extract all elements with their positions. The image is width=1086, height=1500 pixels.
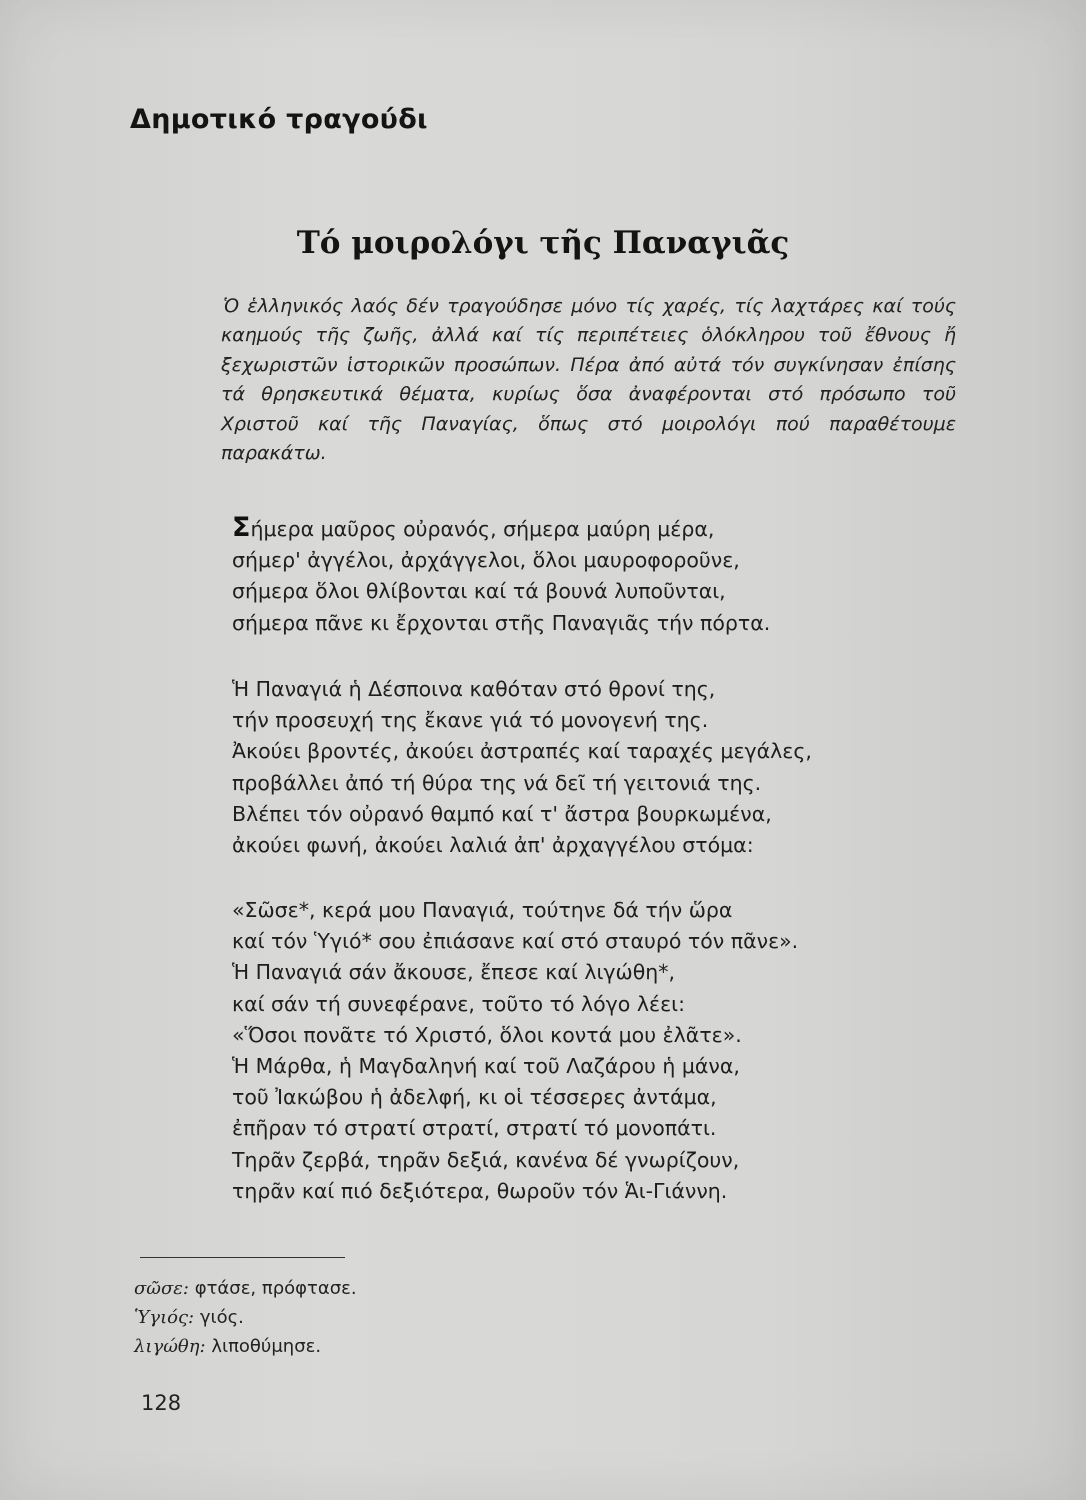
- verse-line: Βλέπει τόν οὐρανό θαμπό καί τ' ἄστρα βουρκωμένα,: [232, 801, 772, 826]
- verse-line: «Σῶσε*, κερά μου Παναγιά, τούτηνε δά τήν ὥρα: [232, 898, 733, 922]
- verse-line: τηρᾶν καί πιό δεξιότερα, θωροῦν τόν Ἁι-Γιάννη.: [232, 1178, 728, 1203]
- footnote-term: σῶσε:: [134, 1278, 189, 1299]
- verse-line: καί τόν Ὑγιό* σου ἐπιάσανε καί στό σταυρό τόν πᾶνε».: [232, 929, 799, 954]
- page-number: 128: [141, 1391, 182, 1415]
- verse-line: Τηρᾶν ζερβά, τηρᾶν δεξιά, κανένα δέ γνωρίζουν,: [232, 1147, 740, 1172]
- footnote-definition: γιός.: [199, 1307, 244, 1328]
- verse-line: σήμερα πᾶνε κι ἔρχονται στῆς Παναγιᾶς τήν πόρτα.: [232, 610, 771, 635]
- verse-line: «Ὅσοι πονᾶτε τό Χριστό, ὅλοι κοντά μου ἐλᾶτε».: [232, 1022, 742, 1047]
- poem-title: Τό μοιρολόγι τῆς Παναγιᾶς: [296, 225, 790, 261]
- verse-line: Ἡ Παναγιά ἡ Δέσποινα καθόταν στό θρονί της,: [232, 677, 716, 701]
- verse-line: ἀκούει φωνή, ἀκούει λαλιά ἀπ' ἀρχαγγέλου στόμα:: [232, 833, 754, 858]
- section-title: Δημοτικό τραγούδι: [130, 104, 428, 135]
- footnote: [134, 1274, 357, 1303]
- verse-line: Ἡ Μάρθα, ἡ Μαγδαληνή καί τοῦ Λαζάρου ἡ μάνα,: [232, 1054, 740, 1079]
- footnote: [134, 1332, 357, 1361]
- footnote-divider: [140, 1257, 345, 1258]
- verse-line: τήν προσευχή της ἔκανε γιά τό μονογενή της.: [232, 708, 709, 733]
- footnote: [134, 1303, 357, 1332]
- poem-introduction: Ὁ ἑλληνικός λαός δέν τραγούδησε μόνο τίς χαρές, τίς λαχτάρες καί τούς καημούς τῆς ζωῆς, ἀλλά καί τίς περιπέτειες ὁλόκληρου τοῦ ἔθνους ἤ ξεχωριστῶν ἱστορικῶν προσώπων. Πέρα ἀπό αὐτά τόν συγκίνησαν ἐπίσης τά θρησκευτικά θέματα, κυρίως ὅσα ἀναφέρονται στό πρόσωπο τοῦ Χριστοῦ καί τῆς Παναγίας, ὅπως στό μοιρολόγι πού παραθέτουμε παρακάτω.: [221, 295, 956, 465]
- verse-line: προβάλλει ἀπό τή θύρα της νά δεῖ τή γειτονιά της.: [232, 770, 762, 795]
- stanza-1: [232, 512, 770, 639]
- footnote-definition: λιποθύμησε.: [211, 1336, 322, 1357]
- stanza-2: [232, 674, 812, 861]
- footnote-term: λιγώθη:: [134, 1336, 206, 1357]
- verse-line: σήμερ' ἀγγέλοι, ἀρχάγγελοι, ὅλοι μαυροφοροῦνε,: [232, 548, 740, 573]
- verse-line: καί σάν τή συνεφέρανε, τοῦτο τό λόγο λέει:: [232, 991, 686, 1016]
- verse-line: Ἡ Παναγιά σάν ἄκουσε, ἔπεσε καί λιγώθη*,: [232, 960, 676, 985]
- verse-line: τοῦ Ἰακώβου ἡ ἀδελφή, κι οἱ τέσσερες ἀντάμα,: [232, 1085, 717, 1110]
- verse-line: Ἀκούει βροντές, ἀκούει ἀστραπές καί ταραχές μεγάλες,: [232, 739, 812, 764]
- verse-line: ἐπῆραν τό στρατί στρατί, στρατί τό μονοπάτι.: [232, 1116, 717, 1141]
- verse-line: [232, 512, 770, 545]
- stanza-3: [232, 895, 798, 1207]
- footnotes: [134, 1274, 357, 1361]
- drop-cap: Σ: [232, 512, 251, 543]
- verse-line: σήμερα ὅλοι θλίβονται καί τά βουνά λυποῦνται,: [232, 579, 726, 604]
- footnote-term: Ὑγιός:: [134, 1307, 195, 1328]
- footnote-definition: φτάσε, πρόφτασε.: [194, 1278, 357, 1299]
- verse-line-text: ήμερα μαῦρος οὐρανός, σήμερα μαύρη μέρα,: [250, 517, 715, 541]
